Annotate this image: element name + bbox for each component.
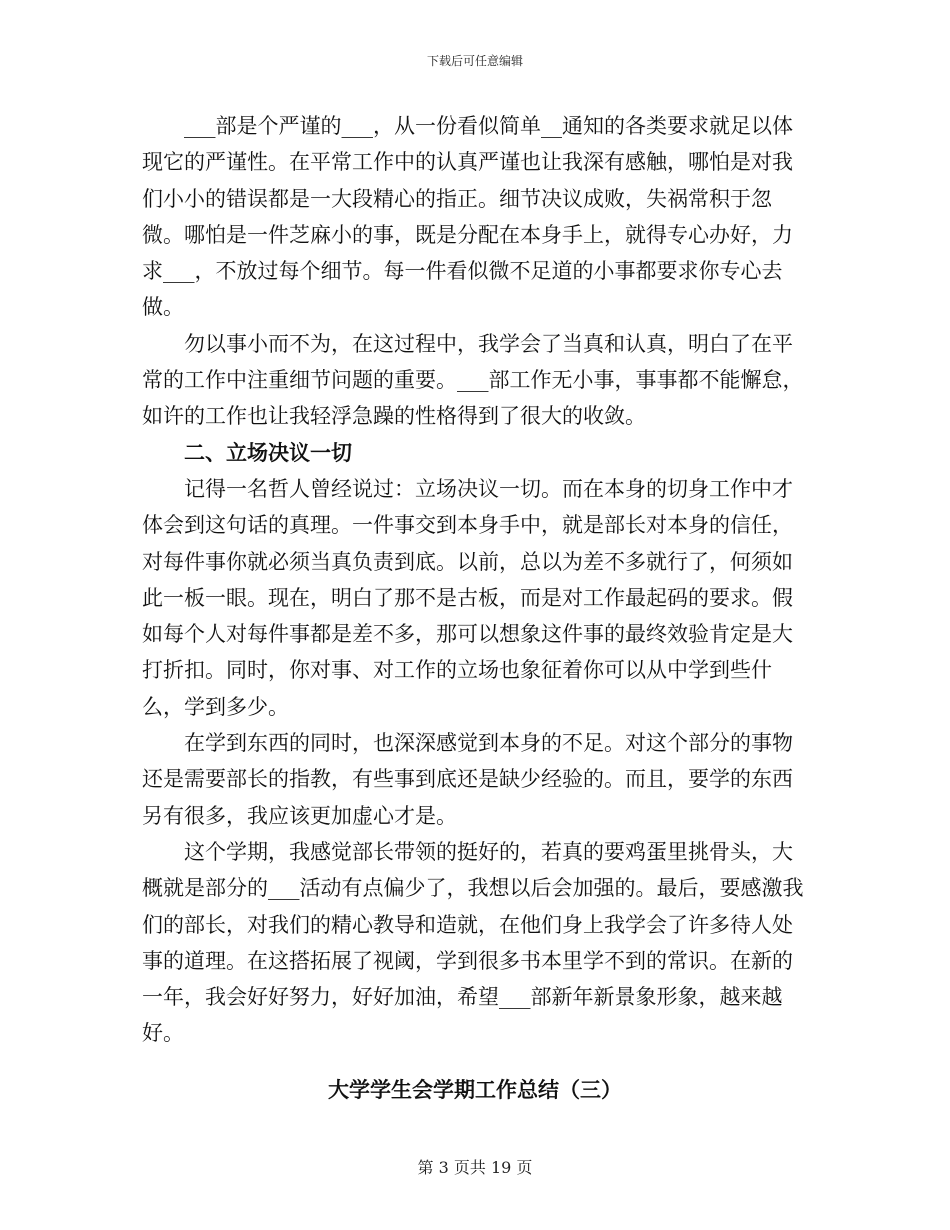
document-body bbox=[142, 108, 810, 1052]
page-header: 下载后可任意编辑 bbox=[426, 54, 523, 68]
paragraph: 在学到东西的同时，也深深感觉到本身的不足。对这个部分的事物还是需要部长的指教，有些事到底还是缺少经验的。而且，要学的东西另有很多，我应该更加虚心才是。 bbox=[142, 731, 793, 828]
section-heading: 二、立场决议一切 bbox=[184, 439, 352, 465]
paragraph: 这个学期，我感觉部长带领的挺好的，若真的要鸡蛋里挑骨头，大概就是部分的___活动有点偏少了，我想以后会加强的。最后，要感激我们的部长，对我们的精心教导和造就，在他们身上我学会了许多待人处事的道理。在这搭拓展了视阈，学到很多书本里学不到的常识。在新的一年，我会好好努力，好好加油，希望___部新年新景象形象，越来越好。 bbox=[142, 839, 804, 1046]
page-footer: 第 3 页共 19 页 bbox=[417, 1158, 533, 1177]
section-title: 大学学生会学期工作总结（三） bbox=[328, 1077, 622, 1102]
paragraph: 记得一名哲人曾经说过：立场决议一切。而在本身的切身工作中才体会到这句话的真理。一件事交到本身手中，就是部长对本身的信任，对每件事你就必须当真负责到底。以前，总以为差不多就行了，何须如此一板一眼。现在，明白了那不是古板，而是对工作最起码的要求。假如每个人对每件事都是差不多，那可以想象这件事的最终效验肯定是大打折扣。同时，你对事、对工作的立场也象征着你可以从中学到些什么，学到多少。 bbox=[142, 476, 793, 719]
paragraph: 勿以事小而不为，在这过程中，我学会了当真和认真，明白了在平常的工作中注重细节问题的重要。___部工作无小事，事事都不能懈怠，如许的工作也让我轻浮急躁的性格得到了很大的收敛。 bbox=[142, 331, 804, 429]
paragraph: ___部是个严谨的___，从一份看似简单__通知的各类要求就足以体现它的严谨性。在平常工作中的认真严谨也让我深有感触，哪怕是对我们小小的错误都是一大段精心的指正。细节决议成败，失祸常积于忽微。哪怕是一件芝麻小的事，既是分配在本身手上，就得专心办好，力求___，不放过每个细节。每一件看似微不足道的小事都要求你专心去做。 bbox=[142, 114, 793, 320]
